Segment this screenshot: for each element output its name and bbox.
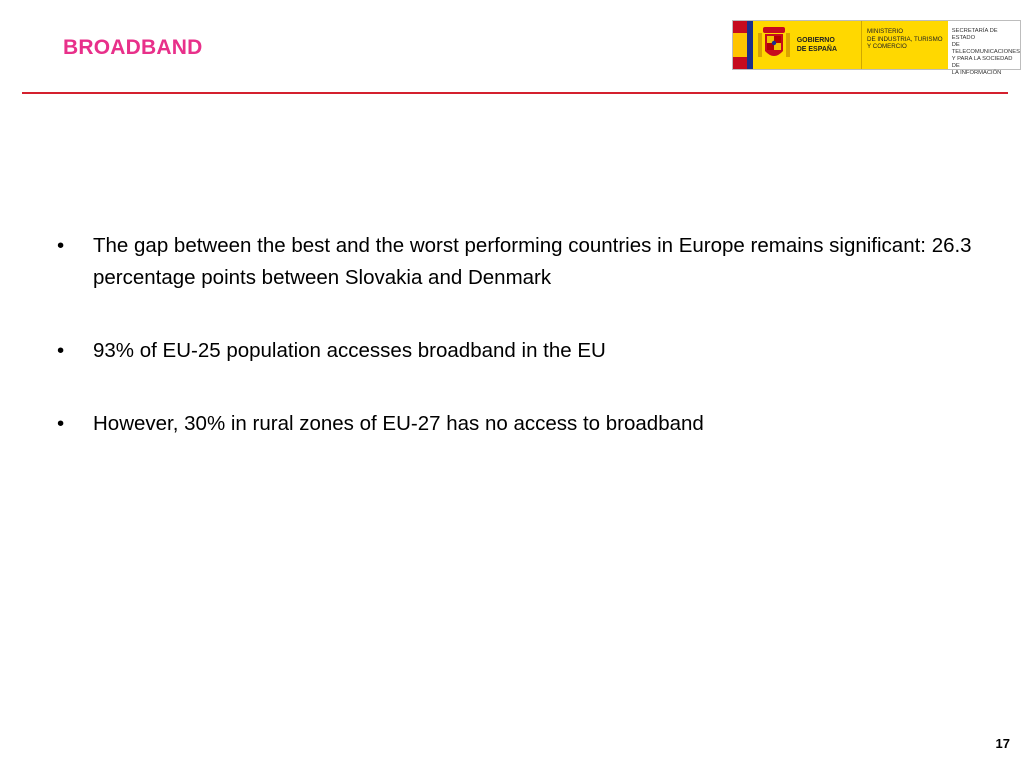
bullet-list [56, 230, 976, 481]
government-logo [732, 20, 1021, 76]
bullet-marker: • [57, 339, 65, 362]
bullet-marker: • [57, 234, 65, 257]
logo-ministry-text: MINISTERIO DE INDUSTRIA, TURISMO Y COMERCIO [861, 21, 948, 69]
logo-government-block [753, 21, 861, 69]
bullet-item [56, 230, 976, 294]
logo-government-text: GOBIERNO DE ESPAÑA [796, 37, 838, 53]
bullet-text: The gap between the best and the worst performing countries in Europe remains significant: 26.3 percentage points between Slovakia and Denmark [93, 234, 972, 289]
page-number: 17 [995, 736, 1010, 751]
spain-flag-icon [733, 21, 747, 69]
bullet-marker: • [57, 412, 65, 435]
bullet-text: However, 30% in rural zones of EU-27 has no access to broadband [93, 412, 704, 435]
coat-of-arms-icon [757, 25, 791, 65]
bullet-item [56, 335, 976, 367]
bullet-text: 93% of EU-25 population accesses broadband in the EU [93, 339, 606, 362]
bullet-item [56, 408, 976, 440]
slide-title: BROADBAND [63, 36, 203, 59]
title-divider [22, 92, 1008, 94]
logo-secretariat-text: SECRETARÍA DE ESTADO DE TELECOMUNICACIONES Y PARA LA SOCIEDAD DE LA INFORMACIÓN [948, 21, 1020, 69]
